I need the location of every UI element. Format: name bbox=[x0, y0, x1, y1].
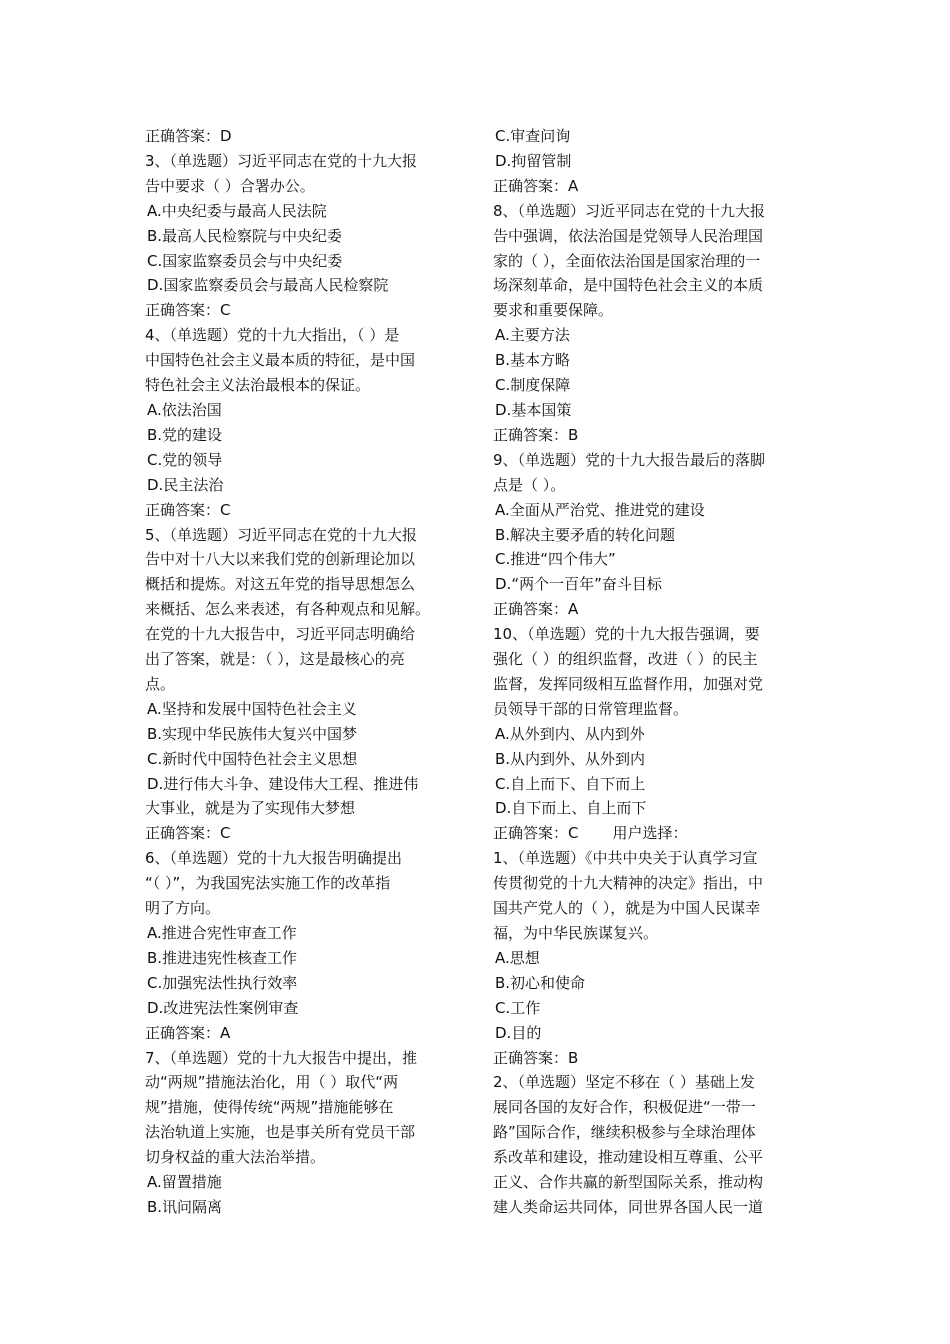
question-line: 系改革和建设，推动建设相互尊重、公平 bbox=[493, 1148, 764, 1167]
correct-answer bbox=[145, 298, 469, 323]
line-text: A.留置措施 bbox=[147, 1173, 222, 1192]
right-column bbox=[493, 124, 813, 1220]
question-line: 强化（ ）的组织监督，改进（ ）的民主 bbox=[493, 650, 758, 669]
correct-answer bbox=[493, 423, 813, 448]
line-text: C.工作 bbox=[495, 998, 541, 1017]
correct-answer bbox=[493, 1046, 813, 1071]
line-text: D.进行伟大斗争、建设伟大工程、推进伟 bbox=[147, 774, 419, 793]
left-column bbox=[145, 124, 469, 1220]
line-text: C.制度保障 bbox=[495, 376, 571, 395]
question-line: 家的（ ），全面依法治国是国家治理的一 bbox=[493, 251, 761, 270]
answer-option bbox=[145, 946, 469, 971]
question-line: 1、（单选题）《中共中央关于认真学习宣 bbox=[493, 849, 758, 868]
line-text: A.思想 bbox=[495, 948, 540, 967]
line-text: D.基本国策 bbox=[495, 400, 572, 419]
question-line: 4、（单选题）党的十九大指出，（ ）是 bbox=[145, 326, 400, 345]
question-line: 9、（单选题）党的十九大报告最后的落脚 bbox=[493, 450, 766, 469]
text-line bbox=[145, 796, 469, 821]
line-text: B.党的建设 bbox=[147, 425, 223, 444]
question-line: 5、（单选题）习近平同志在党的十九大报 bbox=[145, 525, 418, 544]
answer-option bbox=[493, 796, 813, 821]
question-line: 明了方向。 bbox=[145, 899, 221, 918]
question-line: “（ ）”，为我国宪法实施工作的改革指 bbox=[145, 874, 391, 893]
question-line: 7、（单选题）党的十九大报告中提出，推 bbox=[145, 1048, 418, 1067]
line-text: 正确答案：B bbox=[493, 1048, 579, 1067]
line-text: B.最高人民检察院与中央纪委 bbox=[147, 226, 343, 245]
line-text: B.从内到外、从外到内 bbox=[495, 749, 646, 768]
question-line: 概括和提炼。对这五年党的指导思想怎么 bbox=[145, 575, 416, 594]
line-text: 正确答案：C bbox=[145, 500, 231, 519]
user-choice-label: 用户选择： bbox=[612, 824, 688, 843]
line-text: B.讯问隔离 bbox=[147, 1197, 223, 1216]
line-text: A.中央纪委与最高人民法院 bbox=[147, 201, 327, 220]
line-text: C.推进“四个伟大” bbox=[495, 550, 616, 569]
answer-option bbox=[145, 473, 469, 498]
answer-option bbox=[145, 747, 469, 772]
line-text: 正确答案：C bbox=[145, 824, 231, 843]
answer-option bbox=[145, 1195, 469, 1220]
answer-option bbox=[493, 971, 813, 996]
answer-option bbox=[493, 946, 813, 971]
line-text: 正确答案：C bbox=[145, 301, 231, 320]
question-line: 中国特色社会主义最本质的特征，是中国 bbox=[145, 351, 416, 370]
question-line: 场深刻革命，是中国特色社会主义的本质 bbox=[493, 276, 764, 295]
line-text: C.国家监察委员会与中央纪委 bbox=[147, 251, 343, 270]
question-line: 传贯彻党的十九大精神的决定》指出，中 bbox=[493, 874, 764, 893]
line-text: D.改进宪法性案例审查 bbox=[147, 998, 299, 1017]
answer-option bbox=[145, 448, 469, 473]
question-line: 告中对十八大以来我们党的创新理论加以 bbox=[145, 550, 416, 569]
answer-option bbox=[493, 1021, 813, 1046]
answer-option bbox=[493, 124, 813, 149]
question-line: 3、（单选题）习近平同志在党的十九大报 bbox=[145, 151, 418, 170]
question-line: 福，为中华民族谋复兴。 bbox=[493, 924, 659, 942]
line-text: 正确答案：A bbox=[145, 1023, 231, 1042]
question-line: 监督，发挥同级相互监督作用，加强对党 bbox=[493, 674, 764, 693]
answer-option bbox=[145, 921, 469, 946]
correct-answer bbox=[493, 821, 813, 846]
line-text: 正确答案：A bbox=[493, 176, 579, 195]
answer-option bbox=[493, 149, 813, 174]
correct-answer bbox=[145, 498, 469, 523]
line-text: A.坚持和发展中国特色社会主义 bbox=[147, 699, 357, 718]
line-text: B.初心和使命 bbox=[495, 973, 586, 992]
line-text: D.国家监察委员会与最高人民检察院 bbox=[147, 276, 389, 295]
answer-option bbox=[145, 1170, 469, 1195]
answer-option bbox=[493, 772, 813, 797]
answer-option bbox=[493, 373, 813, 398]
line-text: 正确答案：C bbox=[493, 824, 579, 843]
question-line: 法治轨道上实施，也是事关所有党员干部 bbox=[145, 1123, 416, 1142]
line-text: A.全面从严治党、推进党的建设 bbox=[495, 500, 705, 519]
line-text: B.推进违宪性核查工作 bbox=[147, 948, 298, 967]
answer-option bbox=[493, 722, 813, 747]
answer-option bbox=[493, 996, 813, 1021]
question-line: 点。 bbox=[145, 674, 176, 693]
line-text: C.党的领导 bbox=[147, 450, 223, 469]
answer-option bbox=[493, 498, 813, 523]
line-text: 正确答案：B bbox=[493, 425, 579, 444]
question-line: 切身权益的重大法治举措。 bbox=[145, 1148, 326, 1167]
line-text: 正确答案：A bbox=[493, 600, 579, 619]
correct-answer bbox=[493, 174, 813, 199]
line-text: A.主要方法 bbox=[495, 326, 570, 345]
answer-option bbox=[145, 697, 469, 722]
line-text: C.审查问询 bbox=[495, 127, 571, 145]
correct-answer bbox=[493, 597, 813, 622]
answer-option bbox=[493, 747, 813, 772]
answer-option bbox=[145, 971, 469, 996]
answer-option bbox=[145, 249, 469, 274]
question-line: 8、（单选题）习近平同志在党的十九大报 bbox=[493, 201, 766, 220]
answer-option bbox=[145, 273, 469, 298]
line-text: A.依法治国 bbox=[147, 400, 222, 419]
line-text: D.拘留管制 bbox=[495, 151, 572, 170]
answer-option bbox=[145, 722, 469, 747]
question-line: 国共产党人的（ ），就是为中国人民谋幸 bbox=[493, 899, 761, 918]
question-line: 出了答案，就是：（ ），这是最核心的亮 bbox=[145, 650, 405, 669]
line-text: B.解决主要矛盾的转化问题 bbox=[495, 525, 676, 544]
question-line: 要求和重要保障。 bbox=[493, 301, 614, 320]
question-line: 建人类命运共同体，同世界各国人民一道 bbox=[493, 1197, 764, 1216]
question-line: 规”措施，使得传统“两规”措施能够在 bbox=[145, 1098, 394, 1117]
answer-option bbox=[145, 996, 469, 1021]
answer-option bbox=[493, 572, 813, 597]
line-text: A.推进合宪性审查工作 bbox=[147, 924, 297, 942]
line-text: D.自下而上、自上而下 bbox=[495, 799, 647, 818]
question-line: 2、（单选题）坚定不移在（ ）基础上发 bbox=[493, 1073, 755, 1092]
line-text: D.“两个一百年”奋斗目标 bbox=[495, 575, 662, 594]
correct-answer bbox=[145, 821, 469, 846]
correct-answer bbox=[145, 1021, 469, 1046]
answer-option bbox=[493, 547, 813, 572]
question-line: 特色社会主义法治最根本的保证。 bbox=[145, 376, 371, 395]
question-line: 来概括、怎么来表述，有各种观点和见解。 bbox=[145, 600, 431, 619]
line-text: 大事业，就是为了实现伟大梦想 bbox=[145, 799, 356, 818]
correct-answer bbox=[145, 124, 469, 149]
answer-option bbox=[493, 523, 813, 548]
line-text: 正确答案：D bbox=[145, 127, 232, 145]
question-line: 告中要求（ ）合署办公。 bbox=[145, 176, 315, 195]
answer-option bbox=[493, 348, 813, 373]
line-text: C.新时代中国特色社会主义思想 bbox=[147, 749, 358, 768]
question-line: 正义、合作共赢的新型国际关系，推动构 bbox=[493, 1173, 764, 1192]
question-line: 6、（单选题）党的十九大报告明确提出 bbox=[145, 849, 403, 868]
answer-option bbox=[145, 423, 469, 448]
question-line: 10、（单选题）党的十九大报告强调，要 bbox=[493, 625, 760, 644]
line-text: D.目的 bbox=[495, 1023, 542, 1042]
line-text: A.从外到内、从内到外 bbox=[495, 724, 645, 743]
question-line: 路”国际合作，继续积极参与全球治理体 bbox=[493, 1123, 756, 1142]
line-text: D.民主法治 bbox=[147, 475, 224, 494]
answer-option bbox=[493, 398, 813, 423]
answer-option bbox=[493, 323, 813, 348]
line-text: C.加强宪法性执行效率 bbox=[147, 973, 298, 992]
question-line: 员领导干部的日常管理监督。 bbox=[493, 699, 689, 718]
answer-option bbox=[145, 224, 469, 249]
line-text: B.基本方略 bbox=[495, 351, 571, 370]
question-line: 点是（ ）。 bbox=[493, 475, 566, 494]
answer-option bbox=[145, 199, 469, 224]
line-text: C.自上而下、自下而上 bbox=[495, 774, 646, 793]
question-line: 告中强调，依法治国是党领导人民治理国 bbox=[493, 226, 764, 245]
answer-option bbox=[145, 772, 469, 797]
question-line: 在党的十九大报告中，习近平同志明确给 bbox=[145, 625, 416, 644]
answer-option bbox=[145, 398, 469, 423]
question-line: 动“两规”措施法治化，用（ ）取代“两 bbox=[145, 1073, 399, 1092]
line-text: B.实现中华民族伟大复兴中国梦 bbox=[147, 724, 358, 743]
question-line: 展同各国的友好合作，积极促进“一带一 bbox=[493, 1098, 756, 1117]
